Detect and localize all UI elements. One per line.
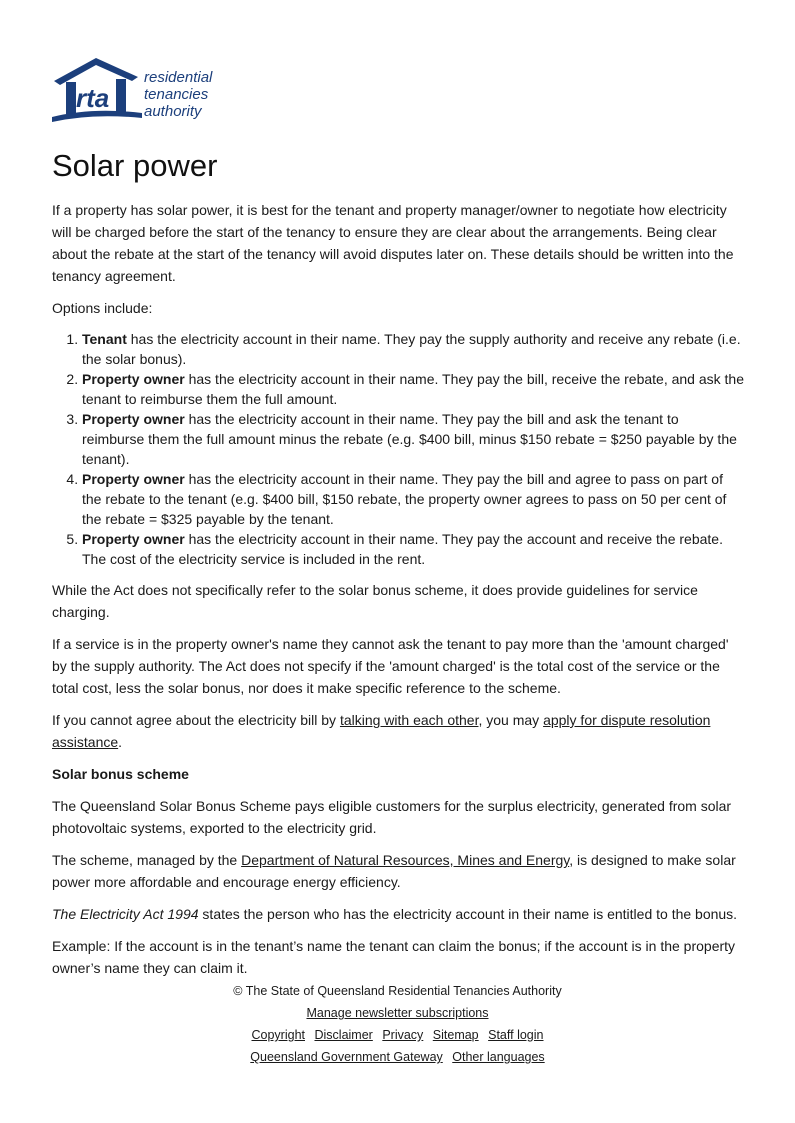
rta-house-icon [52,55,144,127]
scheme-paragraph: The Queensland Solar Bonus Scheme pays eligible customers for the surplus electricity, generated from solar photovoltaic systems, exported to the electricity grid. [52,798,732,836]
options-list [52,329,744,569]
service-paragraph: If a service is in the property owner's name they cannot ask the tenant to pay more than the 'amount charged' by the supply authority. The Act does not specify if the 'amount charged' is the total cost of the service or the total cost, less the solar bonus, nor does it make specific reference to the scheme. [52,636,729,696]
logo-line-1: residential [144,69,213,86]
sitemap-link[interactable]: Sitemap [432,1028,479,1042]
option-item: 5. Property owner has the electricity account in their name. They pay the account and receive the rebate. The cost of the electricity service is included in the rent. [82,529,744,569]
other-languages-link[interactable]: Other languages [452,1050,545,1064]
footer [0,980,795,1068]
footer-links-row-1 [0,1024,795,1046]
option-item: 1. Tenant has the electricity account in their name. They pay the supply authority and receive any rebate (i.e. the solar bonus). [82,329,744,369]
act-paragraph: While the Act does not specifically refer to the solar bonus scheme, it does provide guidelines for service charging. [52,582,698,620]
logo-line-3: authority [144,103,202,120]
electricity-act-paragraph: The Electricity Act 1994 states the person who has the electricity account in their name is entitled to the bonus. [52,906,738,922]
footer-copyright: © The State of Queensland Residential Tenancies Authority [233,984,562,998]
disclaimer-link[interactable]: Disclaimer [314,1028,373,1042]
footer-links-row-2 [0,1046,795,1068]
example-paragraph: Example: If the account is in the tenant’s name the tenant can claim the bonus; if the account is in the property owner’s name they can claim it. [52,938,736,976]
option-item: 4. Property owner has the electricity account in their name. They pay the bill and agree to pass on part of the rebate to the tenant (e.g. $400 bill, $150 rebate, the property owner agrees to pass on 50 per cent of the rebate = $325 payable by the tenant. [82,469,744,529]
option-item: 2. Property owner has the electricity account in their name. They pay the bill, receive the rebate, and ask the tenant to reimburse them the full amount. [82,369,744,409]
option-item: 3. Property owner has the electricity account in their name. They pay the bill and ask the tenant to reimburse them the full amount minus the rebate (e.g. $400 bill, minus $150 rebate = $250 payable by the tenant). [82,409,744,469]
page-title: Solar power [52,148,218,183]
logo-line-2: tenancies [144,86,209,103]
rta-logo[interactable] [52,55,222,127]
agree-paragraph: If you cannot agree about the electricity bill by talking with each other, you may apply for dispute resolution assistance. [52,712,711,750]
qld-gov-gateway-link[interactable]: Queensland Government Gateway [250,1050,443,1064]
dispute-resolution-link[interactable]: apply for dispute resolution assistance [52,712,711,750]
rta-logo-text [144,69,212,120]
copyright-link[interactable]: Copyright [251,1028,305,1042]
staff-login-link[interactable]: Staff login [488,1028,544,1042]
managed-paragraph: The scheme, managed by the Department of Natural Resources, Mines and Energy, is designed to make solar power more affordable and encourage energy efficiency. [52,852,736,890]
privacy-link[interactable]: Privacy [382,1028,424,1042]
article-content [52,199,744,989]
rta-mark-text: rta [76,83,110,113]
talking-with-each-other-link[interactable]: talking with each other [339,712,479,728]
solar-bonus-heading: Solar bonus scheme [52,766,189,782]
intro-paragraph: If a property has solar power, it is best for the tenant and property manager/owner to negotiate how electricity will be charged before the start of the tenancy to ensure they are clear about the arrangements. Being clear about the rebate at the start of the tenancy will avoid disputes later on. These details should be written into the tenancy agreement. [52,202,734,284]
department-link[interactable]: Department of Natural Resources, Mines and Energy [241,852,570,868]
options-label: Options include: [52,300,153,316]
newsletter-link[interactable]: Manage newsletter subscriptions [306,1006,489,1020]
